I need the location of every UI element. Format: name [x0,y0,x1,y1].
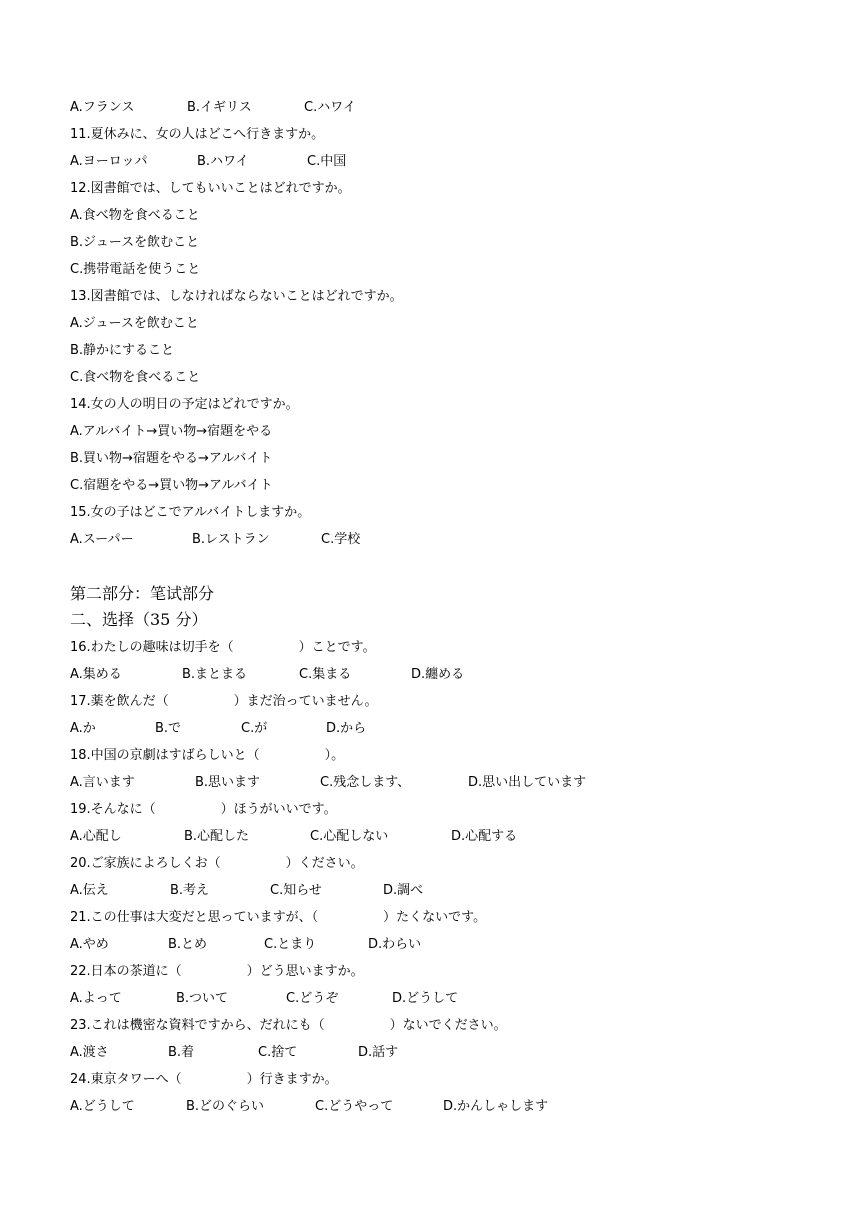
q21-option-c: C.とまり [264,937,317,952]
q24-question: 24.東京タワーへ（ ）行きますか。 [70,1072,338,1087]
q19-option-b: B.心配した [184,829,250,844]
q13-option-b: B.静かにすること [70,343,175,358]
q22-option-c: C.どうぞ [286,991,339,1006]
q17-option-d: D.から [326,721,367,736]
q12-option-c: C.携帯電話を使うこと [70,262,201,277]
q13-option-c: C.食べ物を食べること [70,370,201,385]
q11-option-b: B.ハワイ [197,154,249,169]
q21-option-b: B.とめ [168,937,208,952]
q23-option-b: B.着 [168,1045,195,1060]
q15-option-c: C.学校 [321,532,361,547]
q23-option-c: C.捨て [258,1045,298,1060]
q20-option-c: C.知らせ [270,883,322,898]
q17-option-b: B.で [155,721,182,736]
q24-option-b: B.どのぐらい [186,1099,265,1114]
q12-question: 12.図書館では、してもいいことはどれですか。 [70,181,351,196]
q20-option-a: A.伝え [70,883,109,898]
q10-option-b: B.イギリス [187,100,252,115]
q18-option-d: D.思い出しています [468,775,587,790]
q17-question: 17.薬を飲んだ（ ）まだ治っていません。 [70,694,378,709]
q20-option-b: B.考え [170,883,210,898]
q14-option-c: C.宿題をやる→買い物→アルバイト [70,478,273,493]
q22-option-d: D.どうして [392,991,459,1006]
section-subheading: 二、选择（35 分） [70,610,208,629]
q14-option-a: A.アルバイト→買い物→宿題をやる [70,424,273,439]
q12-option-a: A.食べ物を食べること [70,208,200,223]
exam-page [70,0,860,1216]
q16-option-c: C.集まる [299,667,352,682]
q19-option-a: A.心配し [70,829,122,844]
q24-option-c: C.どうやって [315,1099,394,1114]
q19-option-d: D.心配する [451,829,518,844]
q22-question: 22.日本の茶道に（ ）どう思いますか。 [70,964,364,979]
q11-option-a: A.ヨーロッパ [70,154,148,169]
q18-option-c: C.残念します、 [320,775,411,790]
q15-option-a: A.スーパー [70,532,134,547]
q18-option-b: B.思います [195,775,261,790]
q16-question: 16.わたしの趣味は切手を（ ）ことです。 [70,640,376,655]
q18-option-a: A.言います [70,775,135,790]
q20-option-d: D.調べ [383,883,424,898]
q17-option-a: A.か [70,721,96,736]
q21-option-d: D.わらい [368,937,422,952]
q18-question: 18.中国の京劇はすばらしいと（ ）。 [70,748,345,763]
q13-option-a: A.ジュースを飲むこと [70,316,199,331]
q21-question: 21.この仕事は大変だと思っていますが、（ ）たくないです。 [70,910,487,925]
q19-question: 19.そんなに（ ）ほうがいいです。 [70,802,337,817]
q20-question: 20.ご家族によろしくお（ ）ください。 [70,856,364,871]
q10-option-a: A.フランス [70,100,135,115]
q17-option-c: C.が [241,721,268,736]
q11-question: 11.夏休みに、女の人はどこへ行きますか。 [70,127,325,142]
q23-option-a: A.渡さ [70,1045,109,1060]
q24-option-a: A.どうして [70,1099,135,1114]
q13-question: 13.図書館では、しなければならないことはどれですか。 [70,289,403,304]
q11-option-c: C.中国 [307,154,347,169]
q10-option-c: C.ハワイ [304,100,356,115]
section-heading: 第二部分：笔试部分 [70,584,215,603]
q16-option-d: D.纏める [411,667,465,682]
q22-option-b: B.ついて [176,991,229,1006]
q22-option-a: A.よって [70,991,122,1006]
q15-option-b: B.レストラン [192,532,270,547]
q14-option-b: B.買い物→宿題をやる→アルバイト [70,451,273,466]
q16-option-b: B.まとまる [182,667,248,682]
q21-option-a: A.やめ [70,937,109,952]
q12-option-b: B.ジュースを飲むこと [70,235,200,250]
q16-option-a: A.集める [70,667,122,682]
q23-option-d: D.話す [358,1045,399,1060]
q15-question: 15.女の子はどこでアルバイトしますか。 [70,505,311,520]
q19-option-c: C.心配しない [310,829,389,844]
q24-option-d: D.かんしゃします [443,1099,549,1114]
q14-question: 14.女の人の明日の予定はどれですか。 [70,397,299,412]
q23-question: 23.これは機密な資料ですから、だれにも（ ）ないでください。 [70,1018,507,1033]
